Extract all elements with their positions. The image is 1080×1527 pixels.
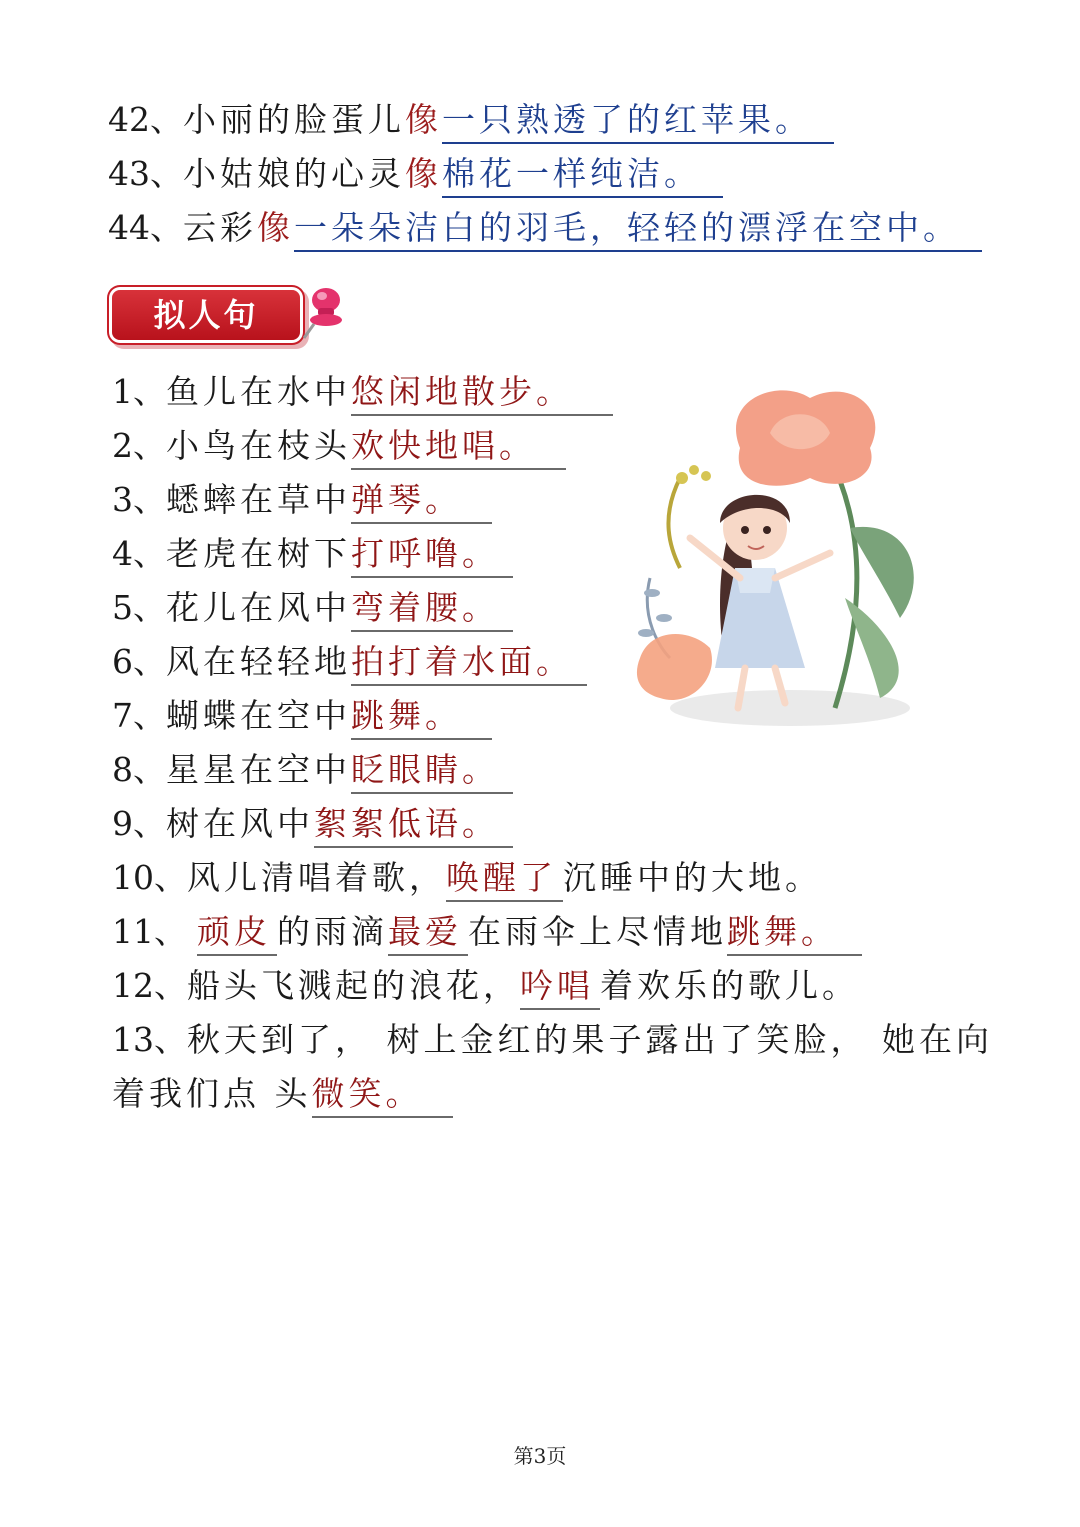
personification-line-5: 5、花儿在风中弯着腰。 bbox=[112, 586, 513, 632]
answer-blank: 唤醒了 bbox=[446, 856, 563, 902]
girl-with-flower-illustration bbox=[620, 378, 940, 738]
personification-line-1: 1、鱼儿在水中悠闲地散步。 bbox=[112, 370, 613, 416]
answer-blank: 跳舞。 bbox=[351, 694, 492, 740]
answer-blank: 欢快地唱。 bbox=[351, 424, 566, 470]
personification-line-9: 9、树在风中絮絮低语。 bbox=[112, 802, 513, 848]
personification-line-2: 2、小鸟在枝头欢快地唱。 bbox=[112, 424, 566, 470]
personification-line-13: 13、秋天到了， 树上金红的果子露出了笑脸， 她在向 bbox=[112, 1020, 993, 1059]
personification-line-3: 3、蟋蟀在草中弹琴。 bbox=[112, 478, 492, 524]
simile-line-44: 44、云彩像一朵朵洁白的羽毛，轻轻的漂浮在空中。 bbox=[108, 206, 982, 252]
answer-blank: 弯着腰。 bbox=[351, 586, 513, 632]
personification-line-6: 6、风在轻轻地拍打着水面。 bbox=[112, 640, 587, 686]
answer-blank: 最爱 bbox=[388, 910, 468, 956]
answer-blank: 絮絮低语。 bbox=[314, 802, 513, 848]
simile-answer: 棉花一样纯洁。 bbox=[442, 152, 723, 198]
personification-line-8: 8、星星在空中眨眼睛。 bbox=[112, 748, 513, 794]
answer-blank: 打呼噜。 bbox=[351, 532, 513, 578]
personification-line-10: 10、风儿清唱着歌，唤醒了 沉睡中的大地。 bbox=[112, 856, 822, 902]
personification-line-11: 11、 顽皮 的雨滴最爱 在雨伞上尽情地跳舞。 bbox=[112, 910, 862, 956]
simile-marker: 像 bbox=[257, 208, 294, 247]
simile-answer: 一只熟透了的红苹果。 bbox=[442, 98, 834, 144]
answer-blank: 拍打着水面。 bbox=[351, 640, 587, 686]
simile-line-43: 43、小姑娘的心灵像棉花一样纯洁。 bbox=[108, 152, 723, 198]
answer-blank: 微笑。 bbox=[312, 1072, 453, 1118]
personification-line-12: 12、船头飞溅起的浪花，吟唱 着欢乐的歌儿。 bbox=[112, 964, 859, 1010]
answer-blank: 弹琴。 bbox=[351, 478, 492, 524]
push-pin-icon bbox=[300, 282, 348, 342]
answer-blank: 跳舞。 bbox=[727, 910, 862, 956]
simile-answer: 一朵朵洁白的羽毛，轻轻的漂浮在空中。 bbox=[294, 206, 982, 252]
simile-marker: 像 bbox=[405, 100, 442, 139]
answer-blank: 眨眼睛。 bbox=[351, 748, 513, 794]
personification-line-13-cont: 着我们点 头微笑。 bbox=[112, 1072, 453, 1118]
answer-blank: 悠闲地散步。 bbox=[351, 370, 613, 416]
simile-line-42: 42、小丽的脸蛋儿像一只熟透了的红苹果。 bbox=[108, 98, 834, 144]
page-number: 第3页 bbox=[513, 1444, 567, 1468]
personification-line-4: 4、老虎在树下打呼噜。 bbox=[112, 532, 513, 578]
section-title-tag: 拟人句 bbox=[112, 290, 300, 340]
simile-marker: 像 bbox=[405, 154, 442, 193]
answer-blank: 顽皮 bbox=[197, 910, 277, 956]
answer-blank: 吟唱 bbox=[520, 964, 600, 1010]
personification-line-7: 7、蝴蝶在空中跳舞。 bbox=[112, 694, 492, 740]
